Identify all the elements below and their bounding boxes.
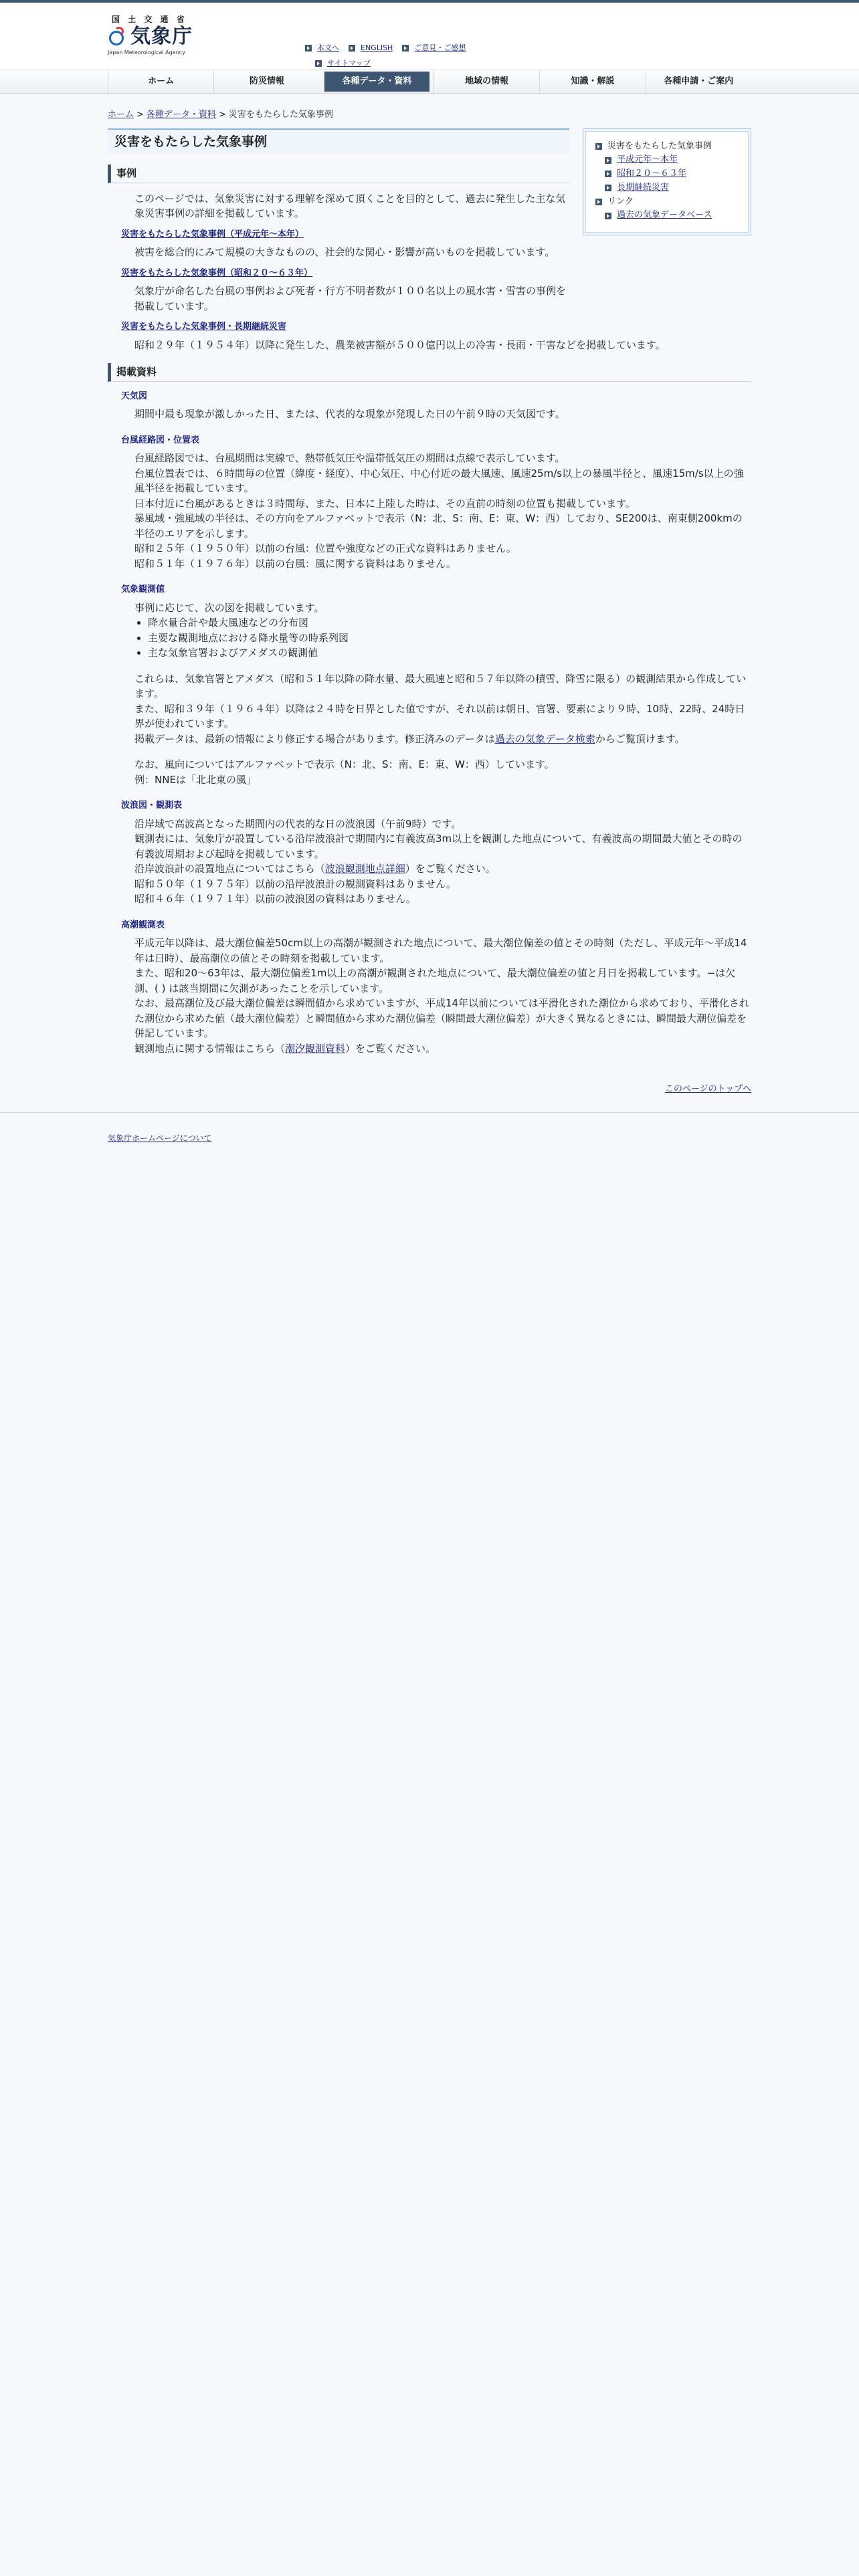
arrow-square-icon [595, 199, 602, 205]
typhoon-text: 昭和２５年（１９５０年）以前の台風：位置や強度などの正式な資料はありません。 [134, 542, 516, 554]
breadcrumb-home[interactable]: ホーム [108, 110, 134, 120]
feedback-link[interactable]: ご意見・ご感想 [414, 43, 466, 52]
list-item: • 主な気象官署およびアメダスの観測値 [148, 645, 751, 661]
site-footer [0, 1112, 859, 1146]
observations-text: また、昭和３９年（１９６４年）以降は２４時を日界とした値ですが、それ以前は朝日、官署、要素により９時、10時、22時、24時日界が使われています。 [134, 702, 745, 730]
nav-regional[interactable]: 地域の情報 [434, 70, 539, 93]
full-width-section [108, 338, 751, 1096]
list-item: • 主要な観測地点における降水量等の時系列図 [148, 631, 751, 646]
observations-text: これらは、気象官署とアメダス（昭和５１年以降の降水量、最大風速と昭和５７年以降の積雪、降雪に限る）の観測結果から作成しています。 [134, 672, 747, 700]
sidebar-item-showa[interactable]: 昭和２０〜６３年 [617, 169, 687, 179]
subheading-wave: 波浪図・観測表 [121, 800, 183, 811]
agency-name: 気象庁 [130, 25, 193, 48]
typhoon-text: 台風経路図では、台風期間は実線で、熱帯低気圧や温帯低気圧の期間は点線で表示しています。 [134, 452, 565, 464]
subheading-tide: 高潮観測表 [121, 920, 165, 930]
sitemap-link[interactable]: サイトマップ [327, 58, 371, 68]
arrow-square-icon [349, 45, 355, 51]
english-link[interactable]: ENGLISH [361, 43, 393, 52]
breadcrumb-separator: > [218, 110, 226, 120]
sidebar-heading-links: リンク [607, 196, 634, 207]
site-header [0, 3, 859, 94]
ministry-label: 国 土 交 通 省 [112, 15, 187, 24]
wave-text: 沿岸波浪計の設置地点についてはこちら（波浪観測地点詳細）をご覧ください。 [134, 863, 496, 875]
typhoon-text: 台風位置表では、６時間毎の位置（緯度・経度）、中心気圧、中心付近の最大風速、風速25m/s以上の暴風半径と、風速15m/s以上の強風半径を掲載しています。 [134, 467, 744, 494]
case-link-showa[interactable]: 災害をもたらした気象事例（昭和２０〜６３年） [121, 267, 313, 278]
sidebar-item-heisei[interactable]: 平成元年〜本年 [617, 154, 678, 165]
arrow-square-icon [605, 157, 611, 164]
section-heading-shiryo: 掲載資料 [108, 363, 751, 382]
nav-applications[interactable]: 各種申請・ご案内 [646, 70, 751, 93]
section-heading-jirei: 事例 [108, 165, 569, 183]
wave-text: 沿岸域で高波高となった期間内の代表的な日の波浪図（午前9時）です。 [134, 817, 462, 830]
case-link-heisei[interactable]: 災害をもたらした気象事例（平成元年〜本年） [121, 229, 304, 239]
wave-text: 昭和５０年（１９７５年）以前の沿岸波浪計の観測資料はありません。 [134, 877, 456, 890]
tide-text: また、昭和20〜63年は、最大潮位偏差1m以上の高潮が観測された地点について、最大潮位偏差の値と月日を掲載しています。−は欠測、( ) は該当期間に欠測があったことを示しています。 [134, 967, 736, 994]
past-data-search-link[interactable]: 過去の気象データ検索 [494, 732, 595, 745]
site-logo[interactable] [108, 13, 195, 63]
breadcrumb-data[interactable]: 各種データ・資料 [146, 110, 216, 120]
wave-text: 昭和４６年（１９７１年）以前の波浪図の資料はありません。 [134, 893, 416, 905]
case-desc-heisei: 被害を総合的にみて規模の大きなものの、社会的な関心・影響が高いものを掲載しています。 [134, 246, 555, 258]
observations-text: 掲載データは、最新の情報により修正する場合があります。修正済みのデータは過去の気象データ検索からご覧頂けます。 [134, 732, 685, 745]
nav-knowledge[interactable]: 知識・解説 [539, 70, 645, 93]
jma-logo-icon [108, 27, 128, 47]
page-top-link[interactable]: このページのトップへ [664, 1084, 751, 1094]
tide-text: 観測地点に関する情報はこちら（潮汐観測資料）をご覧ください。 [134, 1042, 436, 1055]
subheading-observations: 気象観測値 [121, 584, 165, 595]
breadcrumb-current: 災害をもたらした気象事例 [228, 110, 333, 120]
breadcrumb-separator: > [136, 110, 144, 120]
case-desc-longterm: 昭和２９年（１９５４年）以降に発生した、農業被害額が５００億円以上の冷害・長雨・干害などを掲載しています。 [134, 338, 666, 351]
page-title: 災害をもたらした気象事例 [108, 128, 569, 154]
case-link-longterm[interactable]: 災害をもたらした気象事例・長期継続災害 [121, 322, 287, 332]
main-column [108, 128, 569, 338]
typhoon-text: 日本付近に台風があるときは３時間毎、また、日本に上陸した時は、その直前の時刻の位置も掲載しています。 [134, 497, 636, 510]
subheading-weather-map: 天気図 [121, 391, 148, 401]
arrow-square-icon [305, 45, 312, 51]
list-item: • 降水量合計や最大風速などの分布図 [148, 615, 751, 631]
weather-map-text: 期間中最も現象が激しかった日、または、代表的な現象が発現した日の午前９時の天気図です。 [134, 408, 565, 420]
wave-station-link[interactable]: 波浪観測地点詳細 [324, 863, 405, 875]
utility-links [305, 43, 466, 73]
intro-text: このページでは、気象災害に対する理解を深めて頂くことを目的として、過去に発生した主な気象災害事例の詳細を掲載しています。 [134, 192, 566, 219]
arrow-square-icon [605, 171, 611, 177]
tide-text: なお、最高潮位及び最大潮位偏差は瞬間値から求めていますが、平成14年以前については平滑化された潮位から求めており、平滑化された潮位から求めた値（最大潮位偏差）と瞬間値から求めた潮位偏差（瞬間最大潮位偏差）が大きく異なるときには、瞬間最大潮位偏差を併記しています。 [134, 997, 749, 1039]
breadcrumb [108, 108, 751, 122]
arrow-square-icon [605, 185, 611, 191]
sidebar-item-longterm[interactable]: 長期継続災害 [617, 182, 670, 193]
sidebar-menu [583, 128, 751, 235]
typhoon-text: 昭和５１年（１９７６年）以前の台風：風に関する資料はありません。 [134, 557, 456, 570]
observations-intro: 事例に応じて、次の図を掲載しています。 [134, 601, 324, 614]
typhoon-text: 暴風域・強風域の半径は、その方向をアルファベットで表示（N：北、S：南、E：東、W：西）しており、SE200は、南東側200kmの半径のエリアを示します。 [134, 512, 743, 540]
wind-note: なお、風向についてはアルファベットで表示（N：北、S：南、E：東、W：西）しています。 [134, 758, 555, 770]
observations-list [108, 615, 751, 661]
tide-text: 平成元年以降は、最大潮位偏差50cm以上の高潮が観測された地点について、最大潮位偏差の値とその時刻（ただし、平成元年〜平成14年は日時）、最高潮位の値とその時刻を掲載しています。 [134, 937, 747, 964]
sidebar-item-database[interactable]: 過去の気象データベース [617, 210, 712, 221]
arrow-square-icon [605, 213, 611, 219]
nav-disaster-info[interactable]: 防災情報 [213, 70, 319, 93]
skip-to-content-link[interactable]: 本文へ [317, 43, 339, 52]
wave-text: 観測表には、気象庁が設置している沿岸波浪計で期間内に有義波高3m以上を観測した地点について、有義波高の期間最大値とその時の有義波周期および起時を掲載しています。 [134, 833, 743, 860]
case-desc-showa: 気象庁が命名した台風の事例および死者・行方不明者数が１００名以上の風水害・雪害の事例を掲載しています。 [134, 285, 567, 312]
arrow-square-icon [402, 45, 409, 51]
nav-data[interactable]: 各種データ・資料 [324, 72, 430, 92]
wind-example: 例：NNEは「北北東の風」 [134, 773, 256, 786]
arrow-square-icon [595, 143, 602, 150]
subheading-typhoon: 台風経路図・位置表 [121, 435, 200, 445]
global-nav [0, 70, 859, 94]
nav-home[interactable]: ホーム [108, 70, 213, 93]
tide-data-link[interactable]: 潮汐観測資料 [285, 1042, 346, 1055]
about-site-link[interactable]: 気象庁ホームページについて [108, 1133, 212, 1143]
sidebar-heading-cases: 災害をもたらした気象事例 [607, 140, 712, 151]
arrow-square-icon [315, 60, 322, 67]
agency-name-en: Japan Meteorological Agency [108, 49, 185, 56]
